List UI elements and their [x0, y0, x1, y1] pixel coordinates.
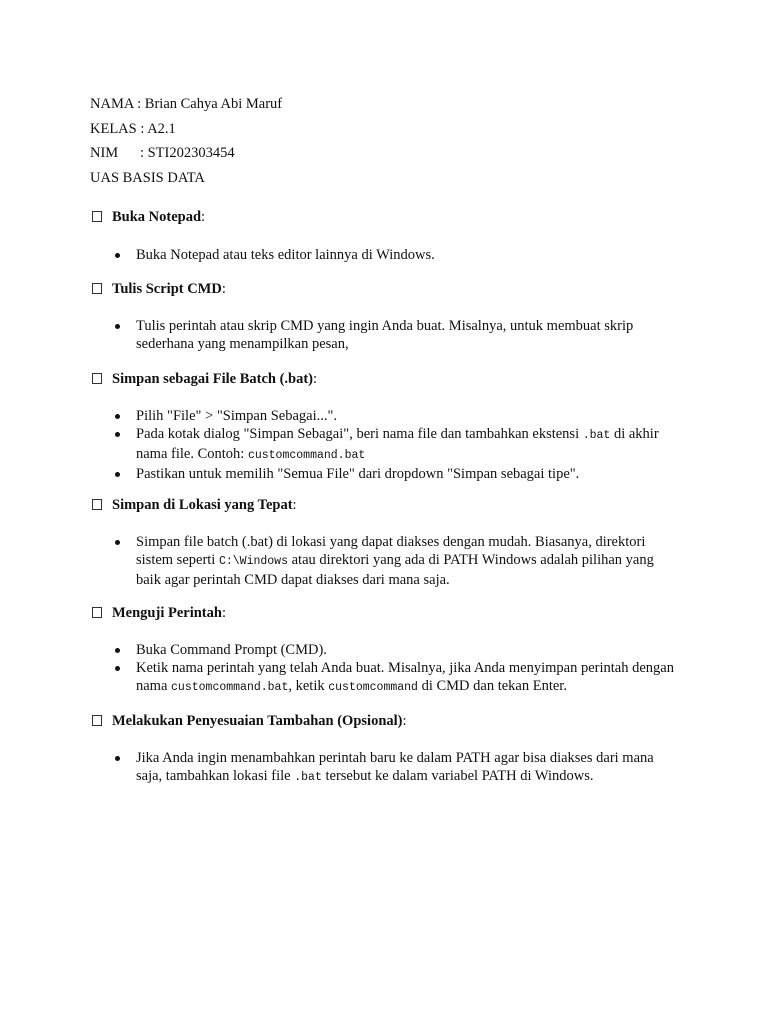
course-title: UAS BASIS DATA [90, 169, 205, 186]
section-list-simpan-lokasi [136, 533, 681, 589]
section-title-buka-notepad: Buka Notepad: [92, 209, 205, 226]
student-header [90, 92, 282, 190]
student-name: NAMA : Brian Cahya Abi Maruf [90, 96, 283, 112]
list-item: Jika Anda ingin menambahkan perintah baru ke dalam PATH agar bisa diakses dari mana saja, tambahkan lokasi file .bat tersebut ke dalam variabel PATH di Windows. [136, 749, 681, 787]
checkbox-icon [92, 373, 102, 384]
list-item: Ketik nama perintah yang telah Anda buat. Misalnya, jika Anda menyimpan perintah dengan nama customcommand.bat, ketik customcommand di CMD dan tekan Enter. [136, 659, 681, 697]
list-item: Pilih "File" > "Simpan Sebagai...". [136, 407, 681, 425]
section-title-simpan-batch: Simpan sebagai File Batch (.bat): [92, 371, 317, 388]
section-list-buka-notepad [136, 246, 681, 264]
section-list-menguji [136, 641, 681, 697]
section-title-tulis-script: Tulis Script CMD: [92, 281, 226, 298]
checkbox-icon [92, 211, 102, 222]
section-list-penyesuaian [136, 749, 681, 787]
section-list-tulis-script [136, 317, 681, 353]
section-title-penyesuaian: Melakukan Penyesuaian Tambahan (Opsional): [92, 713, 407, 730]
section-title-menguji: Menguji Perintah: [92, 605, 226, 622]
section-title-simpan-lokasi: Simpan di Lokasi yang Tepat: [92, 497, 297, 514]
student-nim: NIM : STI202303454 [90, 145, 235, 161]
checkbox-icon [92, 607, 102, 618]
list-item: Buka Notepad atau teks editor lainnya di Windows. [136, 246, 681, 264]
list-item: Simpan file batch (.bat) di lokasi yang dapat diakses dengan mudah. Biasanya, direktori sistem seperti C:\Windows atau direktori yang ada di PATH Windows adalah pilihan yang baik agar perintah CMD dapat diakses dari mana saja. [136, 533, 681, 589]
student-class: KELAS : A2.1 [90, 120, 176, 137]
checkbox-icon [92, 499, 102, 510]
checkbox-icon [92, 715, 102, 726]
list-item: Buka Command Prompt (CMD). [136, 641, 681, 659]
section-list-simpan-batch [136, 407, 681, 483]
list-item: Tulis perintah atau skrip CMD yang ingin Anda buat. Misalnya, untuk membuat skrip sederhana yang menampilkan pesan, [136, 317, 681, 353]
list-item: Pastikan untuk memilih "Semua File" dari dropdown "Simpan sebagai tipe". [136, 465, 681, 483]
checkbox-icon [92, 283, 102, 294]
list-item: Pada kotak dialog "Simpan Sebagai", beri nama file dan tambahkan ekstensi .bat di akhir nama file. Contoh: customcommand.bat [136, 425, 681, 465]
